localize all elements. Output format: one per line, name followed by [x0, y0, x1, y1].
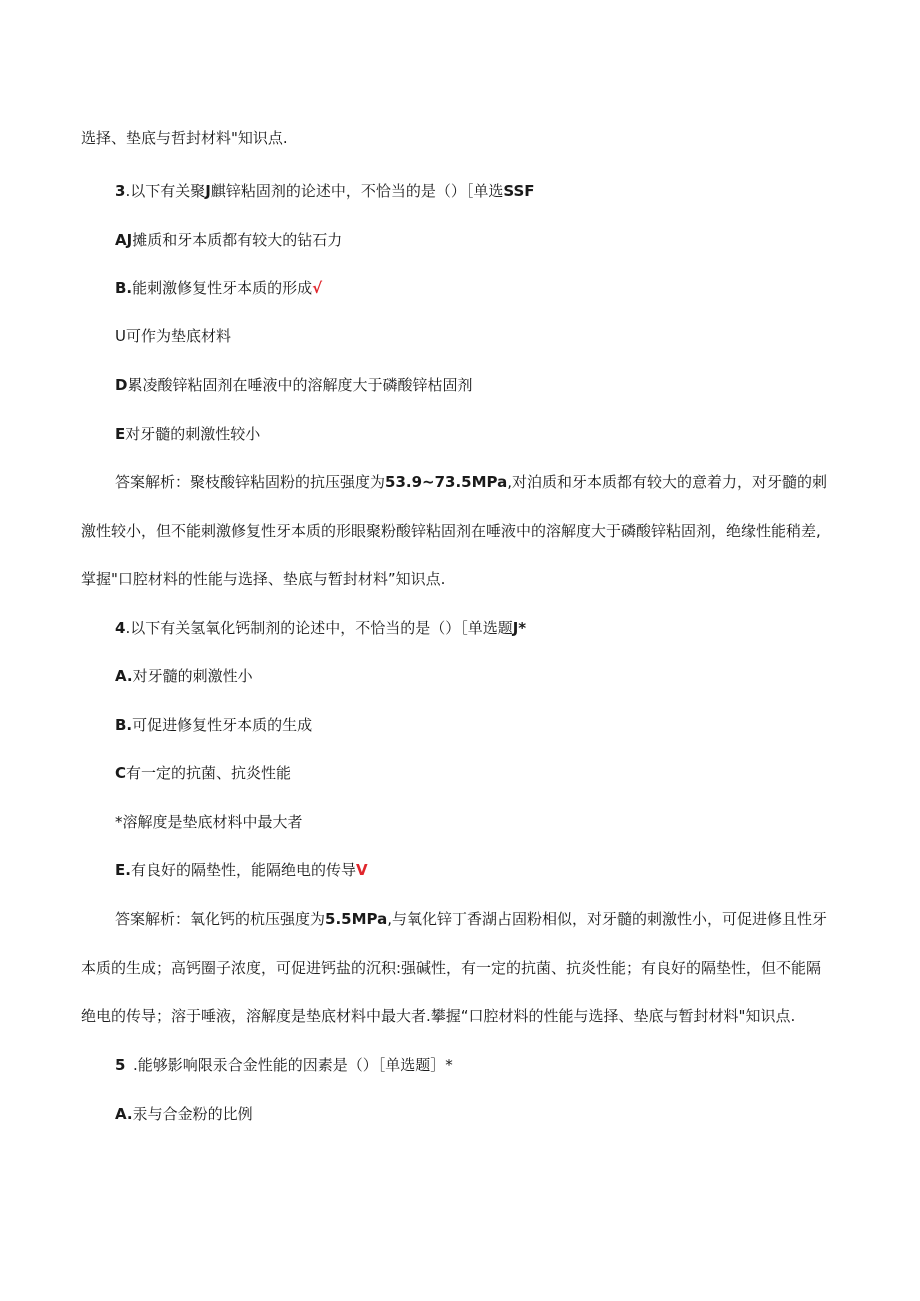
option-key: B. [115, 279, 133, 297]
q3-analysis-line-1 [115, 472, 827, 492]
analysis-value: 53.9~73.5MPa [385, 473, 508, 491]
option-key: E [115, 425, 126, 443]
q4-option-e [115, 860, 368, 880]
question-text: .以下有关聚 [125, 182, 206, 200]
option-key: B. [115, 716, 133, 734]
option-text: 有一定的抗菌、抗炎性能 [126, 764, 292, 782]
q3-option-c: U可作为垫底材料 [115, 327, 231, 345]
option-key: AJ [115, 231, 133, 249]
q4-analysis-line-1 [115, 909, 827, 929]
question-text-cont: 麒锌粘固剂的论述中，不恰当的是（）［单选 [210, 182, 504, 200]
option-text: 对牙髓的刺激性较小 [125, 425, 261, 443]
q3-option-e [115, 424, 260, 444]
option-key: A. [115, 667, 133, 685]
option-key: C [115, 764, 127, 782]
option-text: 摊质和牙本质都有较大的钻石力 [132, 231, 343, 249]
question-number: 4 [115, 619, 126, 637]
question-type-tag: J* [512, 619, 527, 637]
correct-answer-check-icon: V [355, 861, 368, 879]
intro-tail: 选择、垫底与哲封材料"知识点. [81, 129, 288, 147]
q3-option-a [115, 230, 342, 250]
option-text: 汞与合金粉的比例 [132, 1105, 253, 1123]
q4-option-c [115, 763, 291, 783]
option-text: 能刺激修复性牙本质的形成 [132, 279, 313, 297]
option-key: D [115, 376, 128, 394]
question-type-tag: SSF [503, 182, 535, 200]
q3-option-d [115, 375, 472, 395]
option-text: 有良好的隔垫性，能隔绝电的传导 [130, 861, 356, 879]
option-text: 可促进修复性牙本质的生成 [132, 716, 313, 734]
question-number: 3 [115, 182, 126, 200]
analysis-text: 答案解析：氧化钙的杭压强度为 [115, 910, 326, 928]
analysis-text: ,对泊质和牙本质都有较大的意着力，对牙髓的刺 [507, 473, 828, 491]
question-5 [115, 1055, 453, 1075]
option-text: 对牙髓的刺激性小 [132, 667, 253, 685]
option-key: E. [115, 861, 131, 879]
q4-analysis-line-3: 绝电的传导；溶于唾液，溶解度是垫底材料中最大者.攀握“口腔材料的性能与选择、垫底与暂封材料"知识点. [81, 1007, 796, 1025]
question-text-glyph: J [205, 182, 211, 200]
analysis-text: 聚枝酸锌粘固粉的抗压强度为 [190, 473, 386, 491]
question-text: .能够影响限汞合金性能的因素是（）［单选题］* [133, 1056, 453, 1074]
q3-analysis-line-3: 掌握"口腔材料的性能与选择、垫底与暂封材料”知识点. [81, 570, 446, 588]
option-key: A. [115, 1105, 133, 1123]
analysis-text: ,与氧化锌丁香湖占固粉相似，对牙髓的刺激性小，可促进修且性牙 [387, 910, 828, 928]
q4-option-a [115, 666, 253, 686]
q3-option-b [115, 278, 322, 298]
option-text: 累凌酸锌粘固剂在唾液中的溶解度大于磷酸锌枯固剂 [127, 376, 473, 394]
q4-analysis-line-2: 本质的生成；高钙圈子浓度，可促进钙盐的沉积:强碱性，有一定的抗菌、抗炎性能；有良好的隔垫性，但不能隔 [81, 959, 822, 977]
question-number: 5 [115, 1056, 126, 1074]
q4-option-d: *溶解度是垫底材料中最大者 [115, 813, 303, 831]
q3-analysis-line-2: 激性较小，但不能刺激修复性牙本质的形眼聚粉酸锌粘固剂在唾液中的溶解度大于磷酸锌粘固剂，绝缘性能稍差, [81, 522, 821, 540]
q4-option-b [115, 715, 312, 735]
correct-answer-check-icon: √ [312, 279, 323, 297]
question-3 [115, 181, 535, 201]
analysis-label: 答案解析： [115, 473, 191, 491]
question-text: .以下有关氢氧化钙制剂的论述中，不恰当的是（）［单选题 [125, 619, 513, 637]
question-4 [115, 618, 526, 638]
q5-option-a [115, 1104, 253, 1124]
analysis-value: 5.5MPa [325, 910, 388, 928]
